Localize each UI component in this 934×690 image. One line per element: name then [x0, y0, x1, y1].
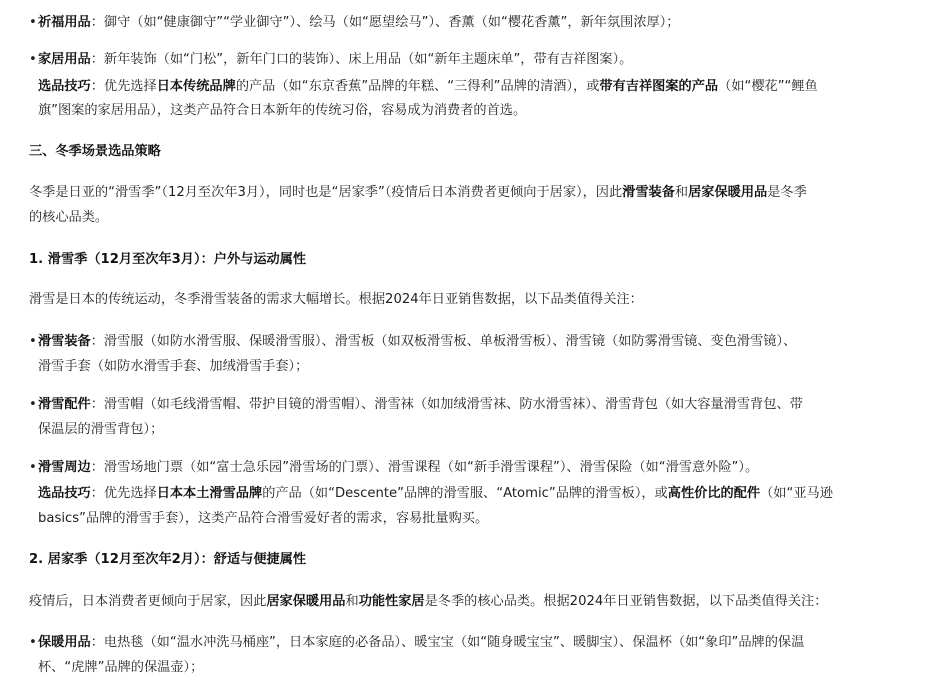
selection-tip-ski [38, 484, 833, 504]
bullet: • [29, 397, 37, 412]
item-label: 滑雪配件 [38, 397, 91, 412]
selection-tip-ski-cont [38, 509, 488, 529]
list-item-ski-equipment [29, 332, 796, 352]
item-text: ：滑雪场地门票（如“富士急乐园”滑雪场的门票）、滑雪课程（如“新手滑雪课程”）、滑雪保险（如“滑雪意外险”）。 [90, 460, 759, 475]
tip-emphasis: 日本传统品牌 [156, 79, 236, 94]
paragraph-winter-intro [29, 183, 807, 203]
selection-tip-new-year [38, 77, 818, 97]
paragraph-home-intro [29, 592, 827, 612]
paragraph-emphasis: 居家保暖用品 [688, 185, 768, 200]
tip-text: basics”品牌的滑雪手套），这类产品符合滑雪爱好者的需求，容易批量购买。 [38, 511, 489, 526]
tip-label: 选品技巧 [38, 486, 91, 501]
subheading: 1. 滑雪季（12月至次年3月）：户外与运动属性 [29, 252, 307, 267]
list-item-prayer-goods [29, 13, 679, 33]
list-item-warm-goods [29, 633, 804, 653]
item-text: ：新年装饰（如“门松”，新年门口的装饰）、床上用品（如“新年主题床单”，带有吉祥图案）。 [90, 52, 633, 67]
bullet: • [29, 15, 37, 30]
paragraph-ski-intro [29, 290, 643, 310]
tip-text: ：优先选择 [90, 486, 157, 501]
paragraph-text: 冬季是日亚的“滑雪季”（12月至次年3月），同时也是“居家季”（疫情后日本消费者更倾向于居家），因此 [29, 185, 623, 200]
item-text: ：滑雪帽（如毛线滑雪帽、带护目镜的滑雪帽）、滑雪袜（如加绒滑雪袜、防水滑雪袜）、滑雪背包（如大容量滑雪背包、带 [90, 397, 803, 412]
tip-text: （如“樱花”“鲤鱼 [718, 79, 818, 94]
item-label: 保暖用品 [38, 635, 91, 650]
paragraph-text: 和 [345, 594, 359, 609]
item-text: ：滑雪服（如防水滑雪服、保暖滑雪服）、滑雪板（如双板滑雪板、单板滑雪板）、滑雪镜（如防雾滑雪镜、变色滑雪镜）、 [90, 334, 797, 349]
tip-emphasis: 高性价比的配件 [667, 486, 761, 501]
item-label: 滑雪周边 [38, 460, 91, 475]
tip-text: ：优先选择 [90, 79, 157, 94]
tip-label: 选品技巧 [38, 79, 91, 94]
paragraph-text: 滑雪是日本的传统运动，冬季滑雪装备的需求大幅增长。根据2024年日亚销售数据，以下品类值得关注： [29, 292, 643, 307]
section-heading: 三、冬季场景选品策略 [29, 144, 161, 159]
bullet: • [29, 460, 37, 475]
tip-text: 的产品（如“东京香蕉”品牌的年糕、“三得利”品牌的清酒），或 [235, 79, 600, 94]
subheading-home-season [29, 550, 306, 570]
paragraph-emphasis: 功能性家居 [358, 594, 425, 609]
subheading-ski-season [29, 250, 306, 270]
tip-text: 旗”图案的家居用品），这类产品符合日本新年的传统习俗，容易成为消费者的首选。 [38, 103, 527, 118]
item-label: 滑雪装备 [38, 334, 91, 349]
paragraph-winter-intro-cont [29, 208, 108, 228]
bullet: • [29, 334, 37, 349]
list-item-home-goods [29, 50, 632, 70]
section-heading-winter [29, 142, 161, 162]
paragraph-text: 是冬季的核心品类。根据2024年日亚销售数据，以下品类值得关注： [424, 594, 828, 609]
selection-tip-new-year-cont [38, 101, 526, 121]
bullet: • [29, 52, 37, 67]
paragraph-emphasis: 滑雪装备 [622, 185, 675, 200]
list-item-ski-accessories [29, 395, 803, 415]
item-text: ：御守（如“健康御守”“学业御守”）、绘马（如“愿望绘马”）、香薰（如“樱花香薰”，新年氛围浓厚）； [90, 15, 680, 30]
item-text: 杯、“虎牌”品牌的保温壶）； [38, 660, 204, 675]
list-item-warm-goods-cont [38, 658, 203, 678]
tip-emphasis: 日本本土滑雪品牌 [156, 486, 263, 501]
tip-emphasis: 带有吉祥图案的产品 [599, 79, 719, 94]
paragraph-text: 是冬季 [767, 185, 807, 200]
list-item-ski-accessories-cont [38, 420, 163, 440]
list-item-ski-equipment-cont [38, 357, 308, 377]
paragraph-text: 和 [674, 185, 689, 200]
paragraph-emphasis: 居家保暖用品 [266, 594, 346, 609]
item-text: 保温层的滑雪背包）； [38, 422, 164, 437]
bullet: • [29, 635, 37, 650]
item-text: ：电热毯（如“温水冲洗马桶座”，日本家庭的必备品）、暖宝宝（如“随身暖宝宝”、暖脚宝）、保温杯（如“象印”品牌的保温 [90, 635, 805, 650]
paragraph-text: 的核心品类。 [29, 210, 109, 225]
paragraph-text: 疫情后，日本消费者更倾向于居家，因此 [29, 594, 267, 609]
item-label: 家居用品 [38, 52, 91, 67]
subheading: 2. 居家季（12月至次年2月）：舒适与便捷属性 [29, 552, 307, 567]
list-item-ski-peripherals [29, 458, 758, 478]
item-label: 祈福用品 [38, 15, 91, 30]
item-text: 滑雪手套（如防水滑雪手套、加绒滑雪手套）； [38, 359, 309, 374]
tip-text: 的产品（如“Descente”品牌的滑雪服、“Atomic”品牌的滑雪板），或 [262, 486, 668, 501]
tip-text: （如“亚马逊 [760, 486, 833, 501]
